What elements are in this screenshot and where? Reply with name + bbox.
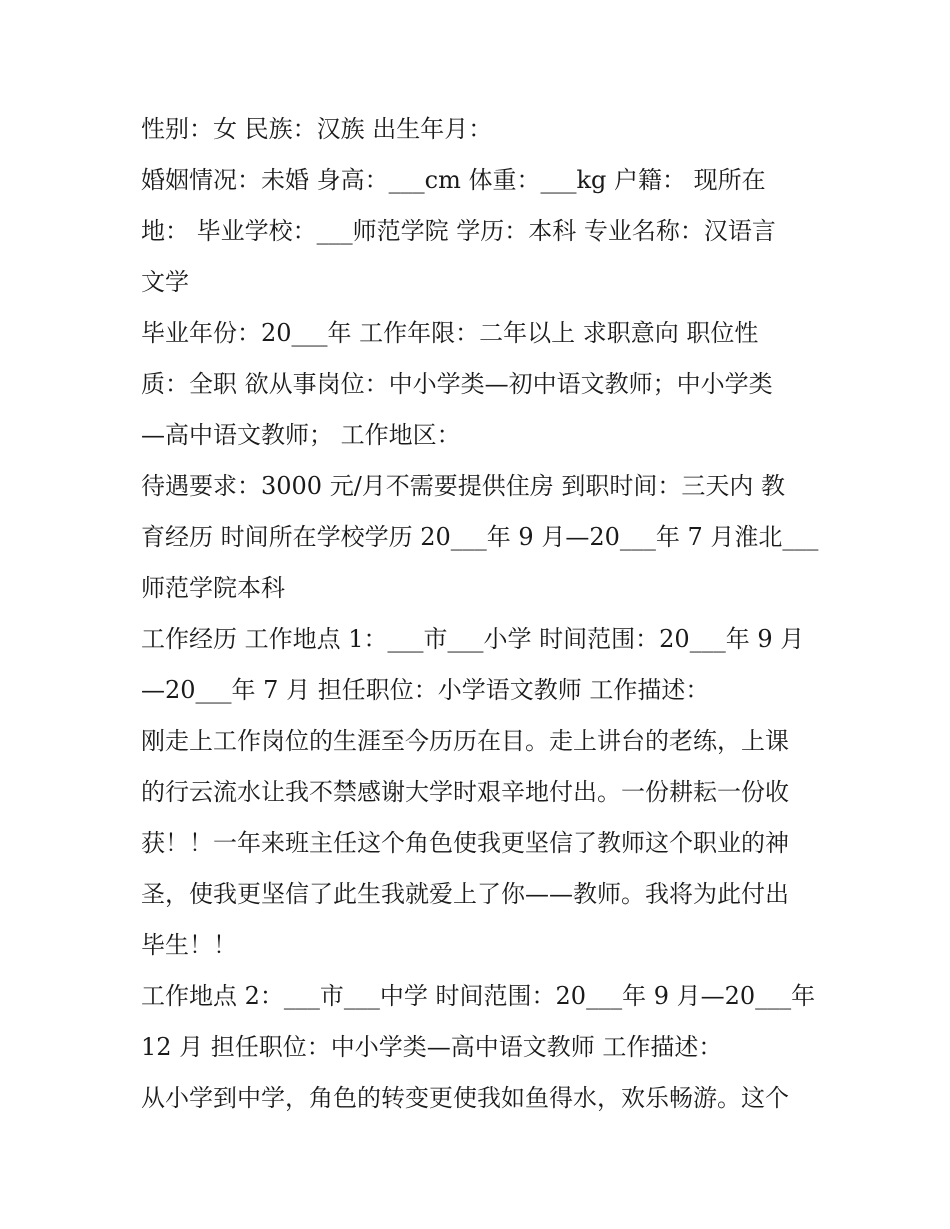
text-line: 文学 <box>141 268 189 296</box>
document-body <box>141 104 821 1124</box>
text-line: —高中语文教师； 工作地区： <box>141 421 461 449</box>
text-line: 刚走上工作岗位的生涯至今历历在目。走上讲台的老练，上课 <box>141 727 789 755</box>
text-line: 性别：女 民族：汉族 出生年月： <box>141 115 493 143</box>
text-line: 圣，使我更坚信了此生我就爱上了你——教师。我将为此付出 <box>141 880 789 908</box>
text-line: 育经历 时间所在学校学历 20___年 9 月—20___年 7 月淮北___ <box>141 523 819 551</box>
text-line: 的行云流水让我不禁感谢大学时艰辛地付出。一份耕耘一份收 <box>141 778 789 806</box>
text-line: 师范学院本科 <box>141 574 285 602</box>
text-line: 获！！一年来班主任这个角色使我更坚信了教师这个职业的神 <box>141 829 789 857</box>
text-line: 12 月 担任职位：中小学类—高中语文教师 工作描述： <box>141 1033 723 1061</box>
text-line: 从小学到中学，角色的转变更使我如鱼得水，欢乐畅游。这个 <box>141 1084 789 1112</box>
text-line: 地： 毕业学校：___师范学院 学历：本科 专业名称：汉语言 <box>141 217 776 245</box>
text-line: 毕生！！ <box>141 931 237 959</box>
text-line: 工作经历 工作地点 1：___市___小学 时间范围：20___年 9 月 <box>141 625 805 653</box>
text-line: 待遇要求：3000 元/月不需要提供住房 到职时间：三天内 教 <box>141 472 786 500</box>
text-line: 婚姻情况：未婚 身高：___cm 体重：___kg 户籍： 现所在 <box>141 166 766 194</box>
text-line: 毕业年份：20___年 工作年限：二年以上 求职意向 职位性 <box>141 319 759 347</box>
text-line: 工作地点 2：___市___中学 时间范围：20___年 9 月—20___年 <box>141 982 816 1010</box>
text-line: —20___年 7 月 担任职位：小学语文教师 工作描述： <box>141 676 710 704</box>
text-line: 质：全职 欲从事岗位：中小学类—初中语文教师；中小学类 <box>141 370 773 398</box>
